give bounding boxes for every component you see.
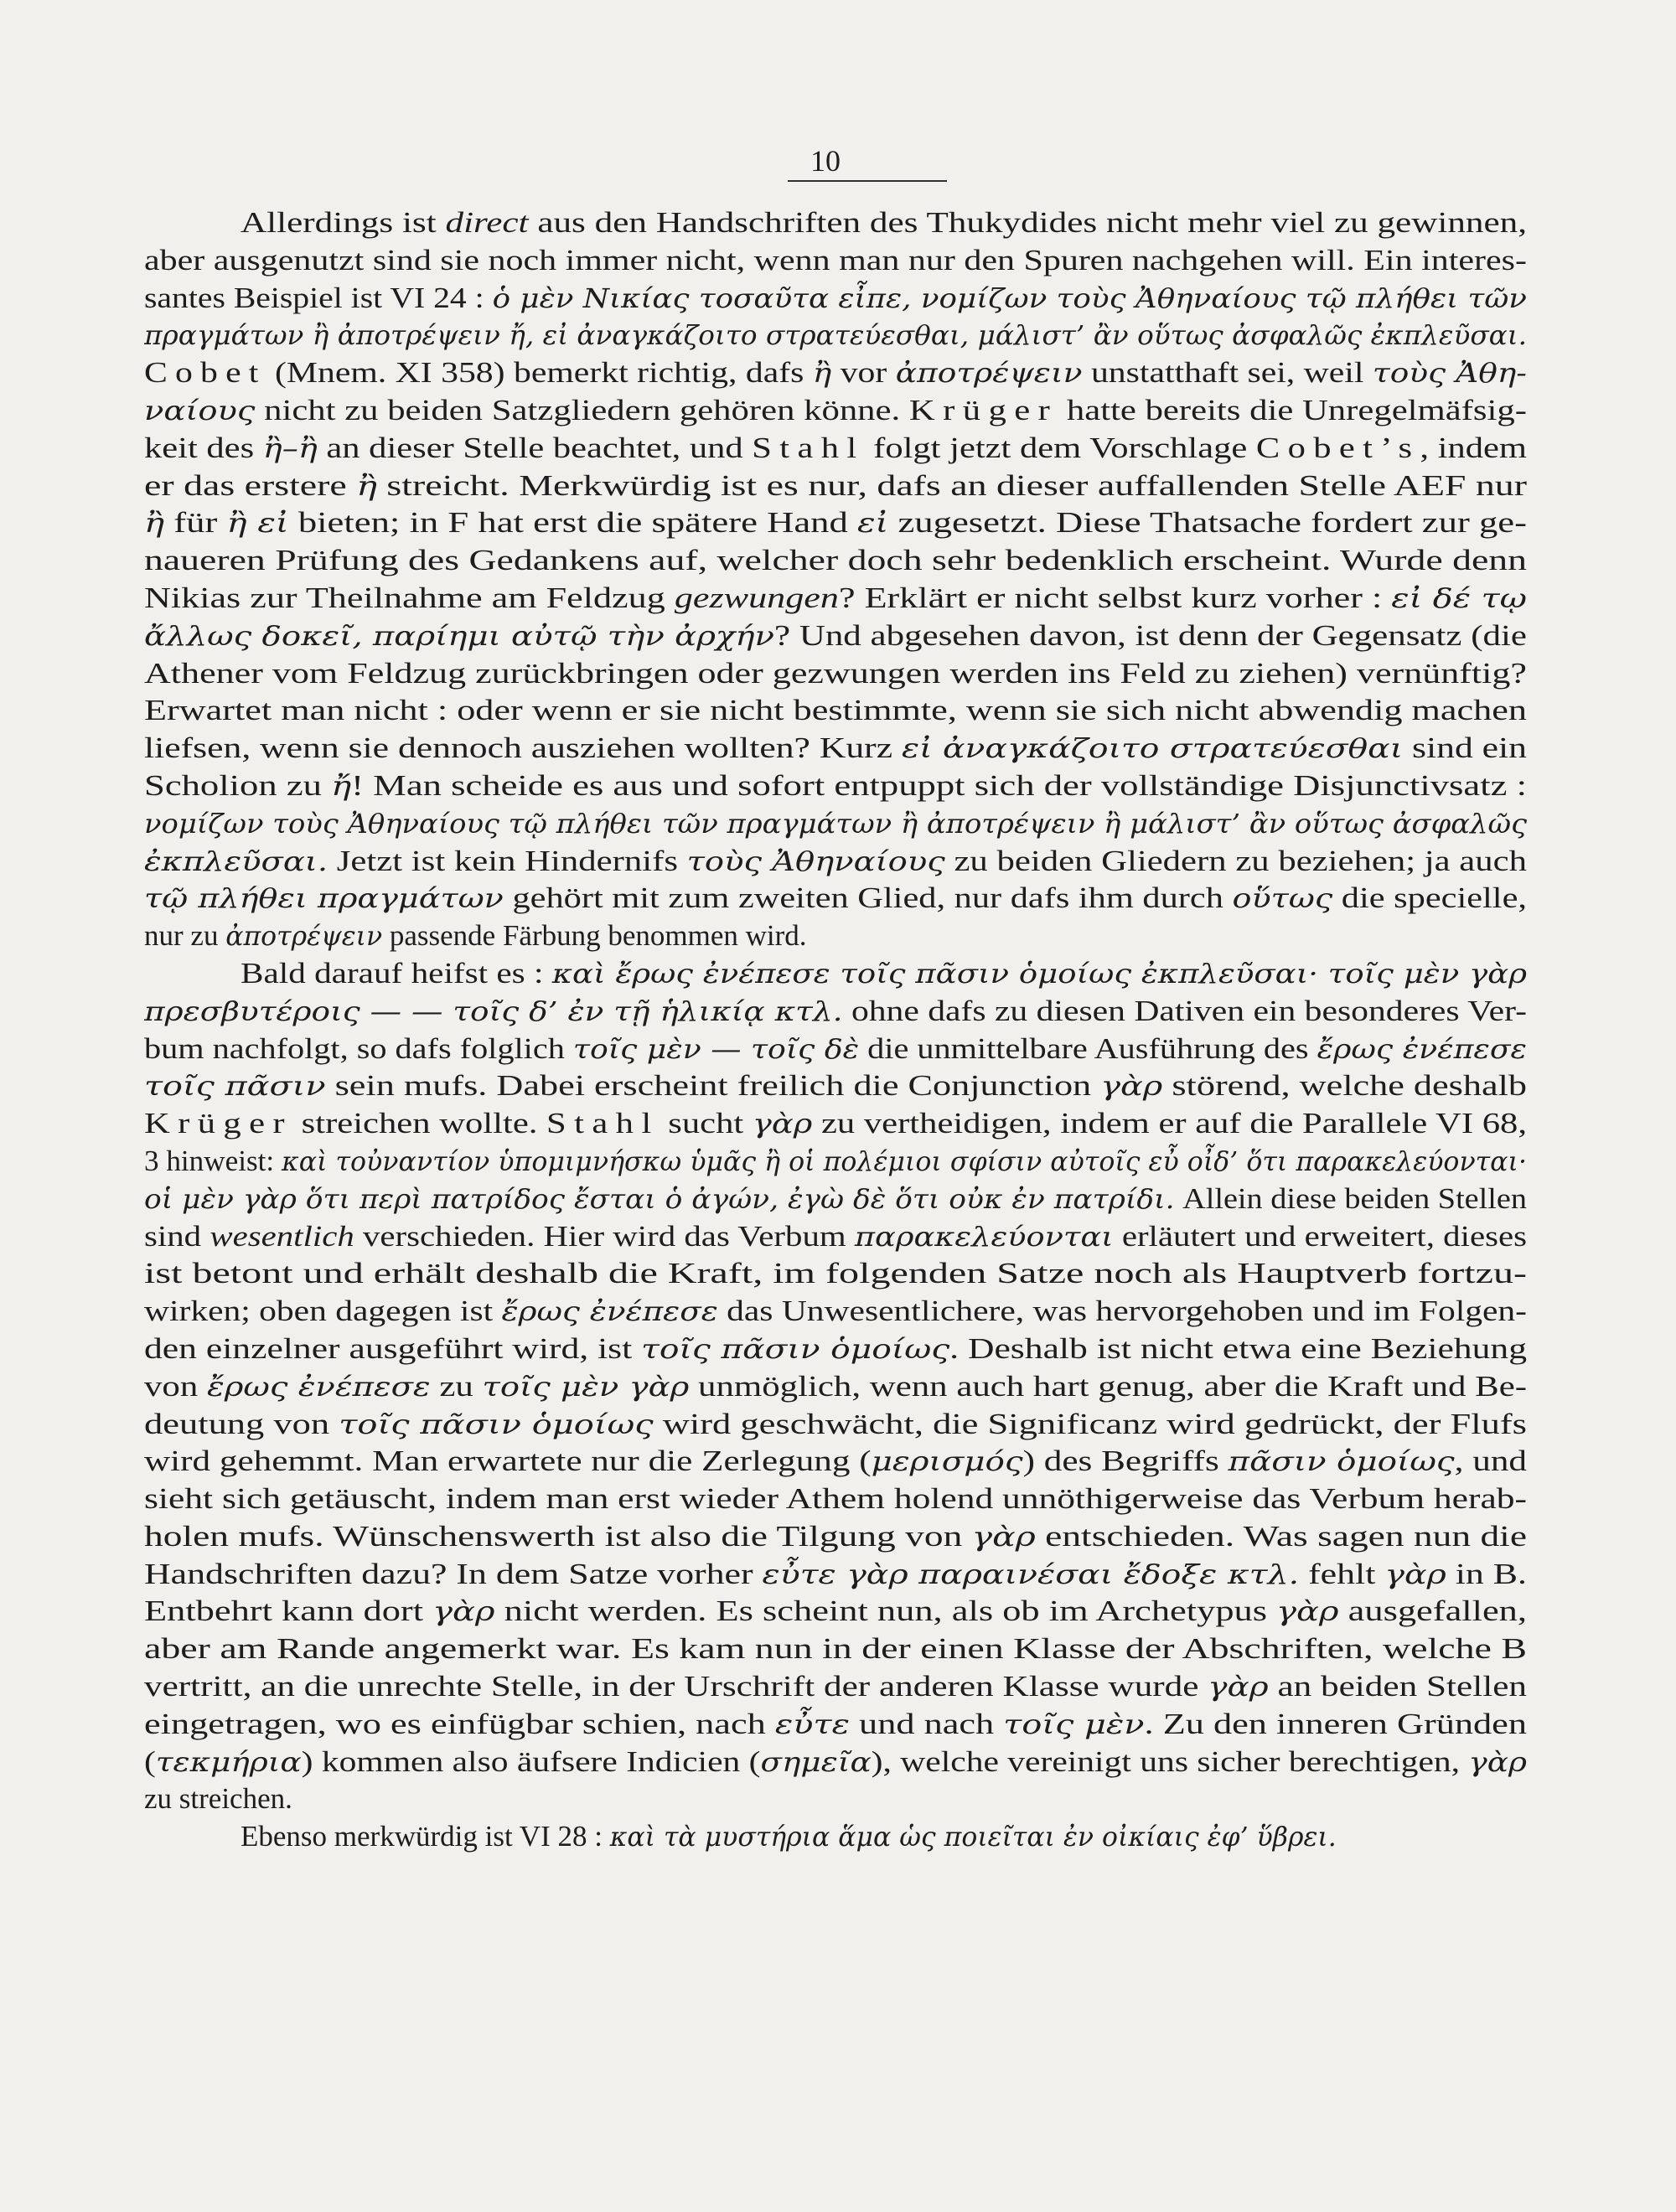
text-line-content <box>144 468 1527 505</box>
text-run: ist betont und erhält deshalb die Kraft, im folgenden Satze noch als Hauptverb fortzu- <box>144 1257 1527 1290</box>
text-run: (Mnem. XI 358) bemerkt richtig, dafs <box>266 356 813 390</box>
text-line <box>144 1706 1527 1744</box>
text-line <box>144 317 1527 354</box>
greek-text: τοῖς πᾶσιν <box>144 1072 326 1103</box>
text-line-content <box>241 204 1527 242</box>
greek-text: ὁ μὲν Νικίας τοσαῦτα εἶπε, νομίζων τοὺς Ἀθηναίους τῷ πλήθει τῶν <box>492 283 1527 314</box>
text-line <box>144 993 1527 1031</box>
text-run: , indem <box>1420 431 1527 464</box>
greek-text: ἢ <box>356 471 377 502</box>
text-run: ohne dafs zu diesen Dativen ein besonderes Ver- <box>842 994 1527 1027</box>
text-line <box>144 655 1527 693</box>
greek-text: νομίζων τοὺς Ἀθηναίους τῷ πλήθει τῶν πραγμάτων ἢ ἀποτρέψειν ἢ μάλιστ’ ἂν οὕτως ἀσφαλῶς <box>144 809 1527 840</box>
text-run: unstatthaft sei, weil <box>1082 356 1373 390</box>
text-run: wird gehemmt. Man erwartete nur die Zerlegung ( <box>144 1445 872 1478</box>
text-line <box>144 618 1527 655</box>
text-line-content <box>241 955 1527 993</box>
text-run: die specielle, <box>1332 881 1527 915</box>
text-run: wird geschwächt, die Significanz wird gedrückt, der Flufs <box>653 1407 1527 1440</box>
italic-text: direct <box>445 206 529 239</box>
text-line <box>144 1631 1527 1668</box>
text-line-content <box>144 1218 1527 1256</box>
text-run: Scholion zu <box>144 768 332 802</box>
text-line <box>144 1406 1527 1444</box>
text-run: vor <box>831 356 896 390</box>
text-run: er das erstere <box>144 468 357 502</box>
text-line <box>144 1331 1527 1368</box>
text-line-content <box>144 580 1527 618</box>
text-line-content <box>144 1143 1527 1181</box>
text-line-content <box>144 1255 1527 1293</box>
text-run: eingetragen, wo es einfügbar schien, nach <box>144 1707 775 1740</box>
text-run: an dieser Stelle beachtet, und <box>317 431 753 464</box>
greek-text: τοῖς μὲν γὰρ <box>482 1372 690 1403</box>
text-line <box>144 805 1527 843</box>
greek-text: τεκμήρια <box>155 1747 302 1778</box>
page-number: 10 <box>810 144 841 178</box>
text-line-content <box>144 1406 1527 1444</box>
text-run: zu <box>430 1369 483 1403</box>
text-line <box>144 767 1527 805</box>
text-line-content <box>144 1744 1527 1781</box>
text-line-content <box>144 542 1527 580</box>
greek-text: εὖτε γὰρ παραινέσαι ἔδοξε κτλ. <box>762 1559 1300 1590</box>
text-line-content <box>144 692 1527 730</box>
text-run: das Unwesentlichere, was hervorgehoben und im Folgen- <box>717 1295 1527 1328</box>
text-run: verschieden. Hier wird das Verbum <box>354 1219 855 1253</box>
text-line <box>144 1518 1527 1556</box>
text-line <box>144 955 1527 993</box>
greek-text: εὖτε <box>774 1709 850 1740</box>
text-line-content <box>144 1031 1527 1068</box>
greek-text: ἀποτρέψειν <box>895 359 1083 390</box>
greek-text: τῷ πλήθει πραγμάτων <box>144 884 504 915</box>
text-line <box>144 542 1527 580</box>
text-run: sucht <box>659 1107 753 1140</box>
text-run: gehört mit zum zweiten Glied, nur dafs ihm durch <box>503 881 1233 915</box>
greek-text: εἰ δέ τῳ <box>1391 583 1527 614</box>
text-run: zu vertheidigen, indem er auf die Parallele VI 68, <box>812 1107 1527 1140</box>
greek-text: πᾶσιν ὁμοίως <box>1228 1447 1455 1478</box>
text-run: nicht zu beiden Satzgliedern gehören könne. <box>255 393 909 426</box>
text-line-content <box>144 1481 1527 1518</box>
text-run: Allerdings ist <box>241 206 446 239</box>
text-line <box>144 1218 1527 1256</box>
greek-text: γὰρ <box>1468 1747 1527 1778</box>
text-line <box>144 1105 1527 1143</box>
text-run: ) des Begriffs <box>1022 1445 1229 1478</box>
greek-text: γὰρ <box>1100 1072 1163 1103</box>
text-run: aber ausgenutzt sind sie noch immer nicht, wenn man nur den Spuren nachgehen will. Ein interes- <box>144 243 1527 276</box>
text-line <box>144 354 1527 392</box>
greek-text: ἔρως ἐνέπεσε <box>501 1297 718 1328</box>
text-line-content <box>144 392 1527 430</box>
text-run: ) kommen also äufsere Indicien ( <box>301 1744 761 1778</box>
text-line-content <box>144 1668 1527 1706</box>
text-line <box>144 1143 1527 1181</box>
text-run: 3 hinweist: <box>144 1144 282 1177</box>
text-run: von <box>144 1369 207 1403</box>
greek-text: τοὺς Ἀθη- <box>1372 359 1527 390</box>
text-run: für <box>164 506 227 540</box>
text-run: streichen wollte. <box>292 1107 547 1140</box>
text-line-content <box>144 242 1527 280</box>
text-run: Handschriften dazu? In dem Satze vorher <box>144 1557 763 1590</box>
text-line-content <box>144 1105 1527 1143</box>
text-line <box>144 880 1527 917</box>
greek-text: γὰρ <box>1208 1672 1269 1703</box>
text-line <box>144 692 1527 730</box>
greek-text: μερισμός <box>871 1447 1023 1478</box>
spaced-name: Stahl <box>752 431 865 464</box>
text-line-content <box>144 917 807 955</box>
text-line <box>144 1255 1527 1293</box>
text-run: aber am Rande angemerkt war. Es kam nun in der einen Klasse der Abschriften, welche B <box>144 1632 1527 1666</box>
greek-text: καὶ τὰ μυστήρια ἅμα ὡς ποιεῖται ἐν οἰκίαις ἐφ’ ὕβρει. <box>609 1822 1337 1853</box>
text-line-content <box>144 1368 1527 1406</box>
text-run: ausgefallen, <box>1338 1594 1527 1628</box>
text-run: den einzelner ausgeführt wird, ist <box>144 1331 642 1365</box>
spaced-name: Cobet’s <box>1255 431 1420 464</box>
text-run: ), welche vereinigt uns sicher berechtigen, <box>871 1744 1469 1778</box>
text-line <box>144 392 1527 430</box>
text-line <box>144 430 1527 468</box>
text-run: sein mufs. Dabei erscheint freilich die Conjunction <box>325 1069 1101 1103</box>
italic-text: wesentlich <box>210 1219 354 1253</box>
text-run: deutung von <box>144 1407 339 1440</box>
text-line <box>144 917 1527 955</box>
text-line <box>144 1818 1527 1856</box>
greek-text: καὶ ἔρως ἐνέπεσε τοῖς πᾶσιν ὁμοίως ἐκπλεῦσαι· τοῖς μὲν γὰρ <box>551 959 1527 990</box>
greek-text: ἢ <box>812 359 832 390</box>
greek-text: ἄλλως δοκεῖ, παρίημι αὐτῷ τὴν ἀρχήν <box>144 621 775 652</box>
text-run: fehlt <box>1299 1557 1385 1590</box>
greek-text: τοῖς πᾶσιν ὁμοίως <box>641 1334 950 1365</box>
text-run: ? Und abgesehen davon, ist denn der Gegensatz (die <box>774 618 1527 652</box>
text-line <box>144 468 1527 505</box>
text-line <box>144 1368 1527 1406</box>
text-line-content <box>144 730 1527 767</box>
text-run: Entbehrt kann dort <box>144 1594 433 1628</box>
text-run: die unmittelbare Ausführung des <box>859 1031 1317 1065</box>
greek-text: σημεῖα <box>760 1747 872 1778</box>
spaced-name: Krüger <box>144 1107 293 1140</box>
spaced-name: Cobet <box>144 356 266 390</box>
text-line-content <box>144 504 1527 542</box>
greek-text: ἔρως ἐνέπεσε <box>1316 1034 1527 1065</box>
text-line-content <box>144 1331 1527 1368</box>
greek-text: καὶ τοὐναντίον ὑπομιμνήσκω ὑμᾶς ἢ οἱ πολέμιοι σφίσιν αὐτοῖς εὖ οἶδ’ ὅτι παρακελεύονται· <box>281 1146 1527 1177</box>
text-line-content <box>144 430 1527 468</box>
greek-text: οἱ μὲν γὰρ ὅτι περὶ πατρίδος ἔσται ὁ ἀγών, ἐγὼ δὲ ὅτι οὐκ ἐν πατρίδι. <box>144 1184 1175 1215</box>
text-run: naueren Prüfung des Gedankens auf, welcher doch sehr bedenklich erscheint. Wurde denn <box>144 544 1527 577</box>
greek-text: παρακελεύονται <box>854 1222 1114 1253</box>
text-line-content <box>144 280 1527 318</box>
text-run: holen mufs. Wünschenswerth ist also die Tilgung von <box>144 1519 972 1553</box>
text-line <box>144 242 1527 280</box>
greek-text: γὰρ <box>1276 1597 1339 1628</box>
text-run: . Deshalb ist nicht etwa eine Beziehung <box>949 1331 1527 1365</box>
text-run: zu streichen. <box>144 1782 292 1816</box>
text-run: aus den Handschriften des Thukydides nicht mehr viel zu gewinnen, <box>528 206 1527 239</box>
greek-text: ἢ–ἢ <box>262 433 318 464</box>
greek-text: ἢ εἰ <box>226 509 289 540</box>
text-line <box>144 1668 1527 1706</box>
text-line-content <box>144 618 1527 655</box>
greek-text: ἔρως ἐνέπεσε <box>207 1372 431 1403</box>
text-line-content <box>144 805 1527 843</box>
text-run: nicht werden. Es scheint nun, als ob im Archetypus <box>494 1594 1277 1628</box>
text-line <box>144 280 1527 318</box>
text-run: streicht. Merkwürdig ist es nur, dafs an dieser auffallenden Stelle AEF nur <box>376 468 1527 502</box>
page-number-rule <box>788 180 947 182</box>
text-run: bum nachfolgt, so dafs folglich <box>144 1031 573 1065</box>
text-run: Athener vom Feldzug zurückbringen oder gezwungen werden ins Feld zu ziehen) vernünftig? <box>144 656 1527 690</box>
text-run: Nikias zur Theilnahme am Feldzug <box>144 581 675 614</box>
greek-text: γὰρ <box>1384 1559 1446 1590</box>
text-run: sieht sich getäuscht, indem man erst wieder Athem holend unnöthigerweise das Verbum herab- <box>144 1482 1527 1516</box>
text-line-content <box>144 655 1527 693</box>
text-line <box>144 204 1527 242</box>
text-line-content <box>144 1181 1527 1218</box>
text-run: ? Erklärt er nicht selbst kurz vorher : <box>838 581 1392 614</box>
text-line <box>144 1031 1527 1068</box>
text-line <box>144 1181 1527 1218</box>
text-run: zu beiden Gliedern zu beziehen; ja auch <box>944 844 1527 877</box>
text-line-content <box>144 1443 1527 1481</box>
text-line <box>144 1593 1527 1631</box>
greek-text: τοῖς μὲν <box>1003 1709 1145 1740</box>
text-run: an beiden Stellen <box>1268 1670 1527 1703</box>
greek-text: τοὺς Ἀθηναίους <box>686 846 945 877</box>
text-line <box>144 1744 1527 1781</box>
text-line <box>144 1780 1527 1818</box>
text-run: entschieden. Was sagen nun die <box>1035 1519 1527 1553</box>
greek-text: οὕτως <box>1232 884 1333 915</box>
text-line-content <box>144 1293 1527 1331</box>
text-run: vertritt, an die unrechte Stelle, in der Urschrift der anderen Klasse wurde <box>144 1670 1208 1703</box>
text-run: in B. <box>1446 1557 1527 1590</box>
text-run: zugesetzt. Diese Thatsache fordert zur ge- <box>888 506 1527 540</box>
text-run: liefsen, wenn sie dennoch ausziehen wollten? Kurz <box>144 731 902 765</box>
text-line-content <box>144 354 1527 392</box>
text-run: hatte bereits die Unregelmäfsig- <box>1058 393 1527 426</box>
text-line-content <box>144 880 1527 917</box>
text-run: santes Beispiel ist VI 24 : <box>144 281 493 314</box>
text-run: bieten; in F hat erst die spätere Hand <box>288 506 857 540</box>
text-run: Allein diese beiden Stellen <box>1174 1181 1527 1215</box>
greek-text: ναίους <box>144 395 256 426</box>
text-run: Erwartet man nicht : oder wenn er sie nicht bestimmte, wenn sie sich nicht abwendig machen <box>144 694 1527 727</box>
text-line <box>144 504 1527 542</box>
text-run: Bald darauf heifst es : <box>241 956 552 990</box>
text-line-content <box>144 1593 1527 1631</box>
greek-text: ἐκπλεῦσαι. <box>144 846 328 877</box>
greek-text: ἀποτρέψειν <box>225 922 383 953</box>
text-line <box>144 1443 1527 1481</box>
greek-text: πραγμάτων ἢ ἀποτρέψειν ἤ, εἰ ἀναγκάζοιτο στρατεύεσθαι, μάλιστ’ ἂν οὕτως ἀσφαλῶς ἐκπλεῦσαι. <box>144 321 1527 352</box>
greek-text: εἰ <box>856 509 889 540</box>
text-line-content <box>144 1706 1527 1744</box>
greek-text: γὰρ <box>971 1522 1036 1553</box>
text-line <box>144 730 1527 767</box>
text-line <box>144 1293 1527 1331</box>
text-line <box>144 1067 1527 1105</box>
text-run: wirken; oben dagegen ist <box>144 1295 502 1328</box>
text-run: störend, welche deshalb <box>1162 1069 1527 1103</box>
text-run: Ebenso merkwürdig ist VI 28 : <box>241 1820 610 1853</box>
text-run: . Zu den inneren Gründen <box>1144 1707 1527 1740</box>
text-run: , und <box>1454 1445 1527 1478</box>
text-run: sind ein <box>1403 731 1527 765</box>
greek-text: ἤ <box>331 771 352 802</box>
text-run: ( <box>144 1744 156 1778</box>
text-line-content <box>144 1067 1527 1105</box>
greek-text: τοῖς μὲν — τοῖς δὲ <box>572 1034 860 1065</box>
text-line <box>144 580 1527 618</box>
text-run: ! Man scheide es aus und sofort entpuppt sich der vollständige Disjunctivsatz : <box>351 768 1527 802</box>
text-run: keit des <box>144 431 263 464</box>
greek-text: γὰρ <box>432 1597 495 1628</box>
spaced-name: Krüger <box>908 393 1058 426</box>
text-line-content <box>144 1780 292 1818</box>
text-line-content <box>144 1631 1527 1668</box>
text-run: Jetzt ist kein Hindernifs <box>328 844 687 877</box>
greek-text: τοῖς πᾶσιν ὁμοίως <box>339 1409 654 1440</box>
text-run: erläutert und erweitert, dieses <box>1113 1219 1527 1253</box>
text-line <box>144 1556 1527 1594</box>
text-run: passende Färbung benommen wird. <box>382 919 807 953</box>
greek-text: πρεσβυτέροις — — τοῖς δ’ ἐν τῇ ἡλικίᾳ κτλ. <box>144 996 843 1027</box>
text-line-content <box>144 843 1527 881</box>
text-run: unmöglich, wenn auch hart genug, aber die Kraft und Be- <box>689 1369 1527 1403</box>
spaced-name: Stahl <box>546 1107 660 1140</box>
text-run: nur zu <box>144 919 226 953</box>
greek-text: εἰ ἀναγκάζοιτο στρατεύεσθαι <box>901 734 1404 765</box>
text-line-content <box>144 993 1527 1031</box>
body-text <box>144 204 1527 1856</box>
text-line-content <box>144 1518 1527 1556</box>
text-run: und nach <box>849 1707 1004 1740</box>
italic-text: gezwungen <box>674 581 839 614</box>
text-line-content <box>144 317 1527 354</box>
text-line <box>144 1481 1527 1518</box>
greek-text: ἢ <box>144 509 165 540</box>
text-line-content <box>144 767 1527 805</box>
text-line-content <box>241 1818 1337 1856</box>
text-line-content <box>144 1556 1527 1594</box>
text-run: folgt jetzt dem Vorschlage <box>864 431 1256 464</box>
greek-text: γὰρ <box>752 1109 813 1140</box>
text-run: sind <box>144 1219 210 1253</box>
text-line <box>144 843 1527 881</box>
